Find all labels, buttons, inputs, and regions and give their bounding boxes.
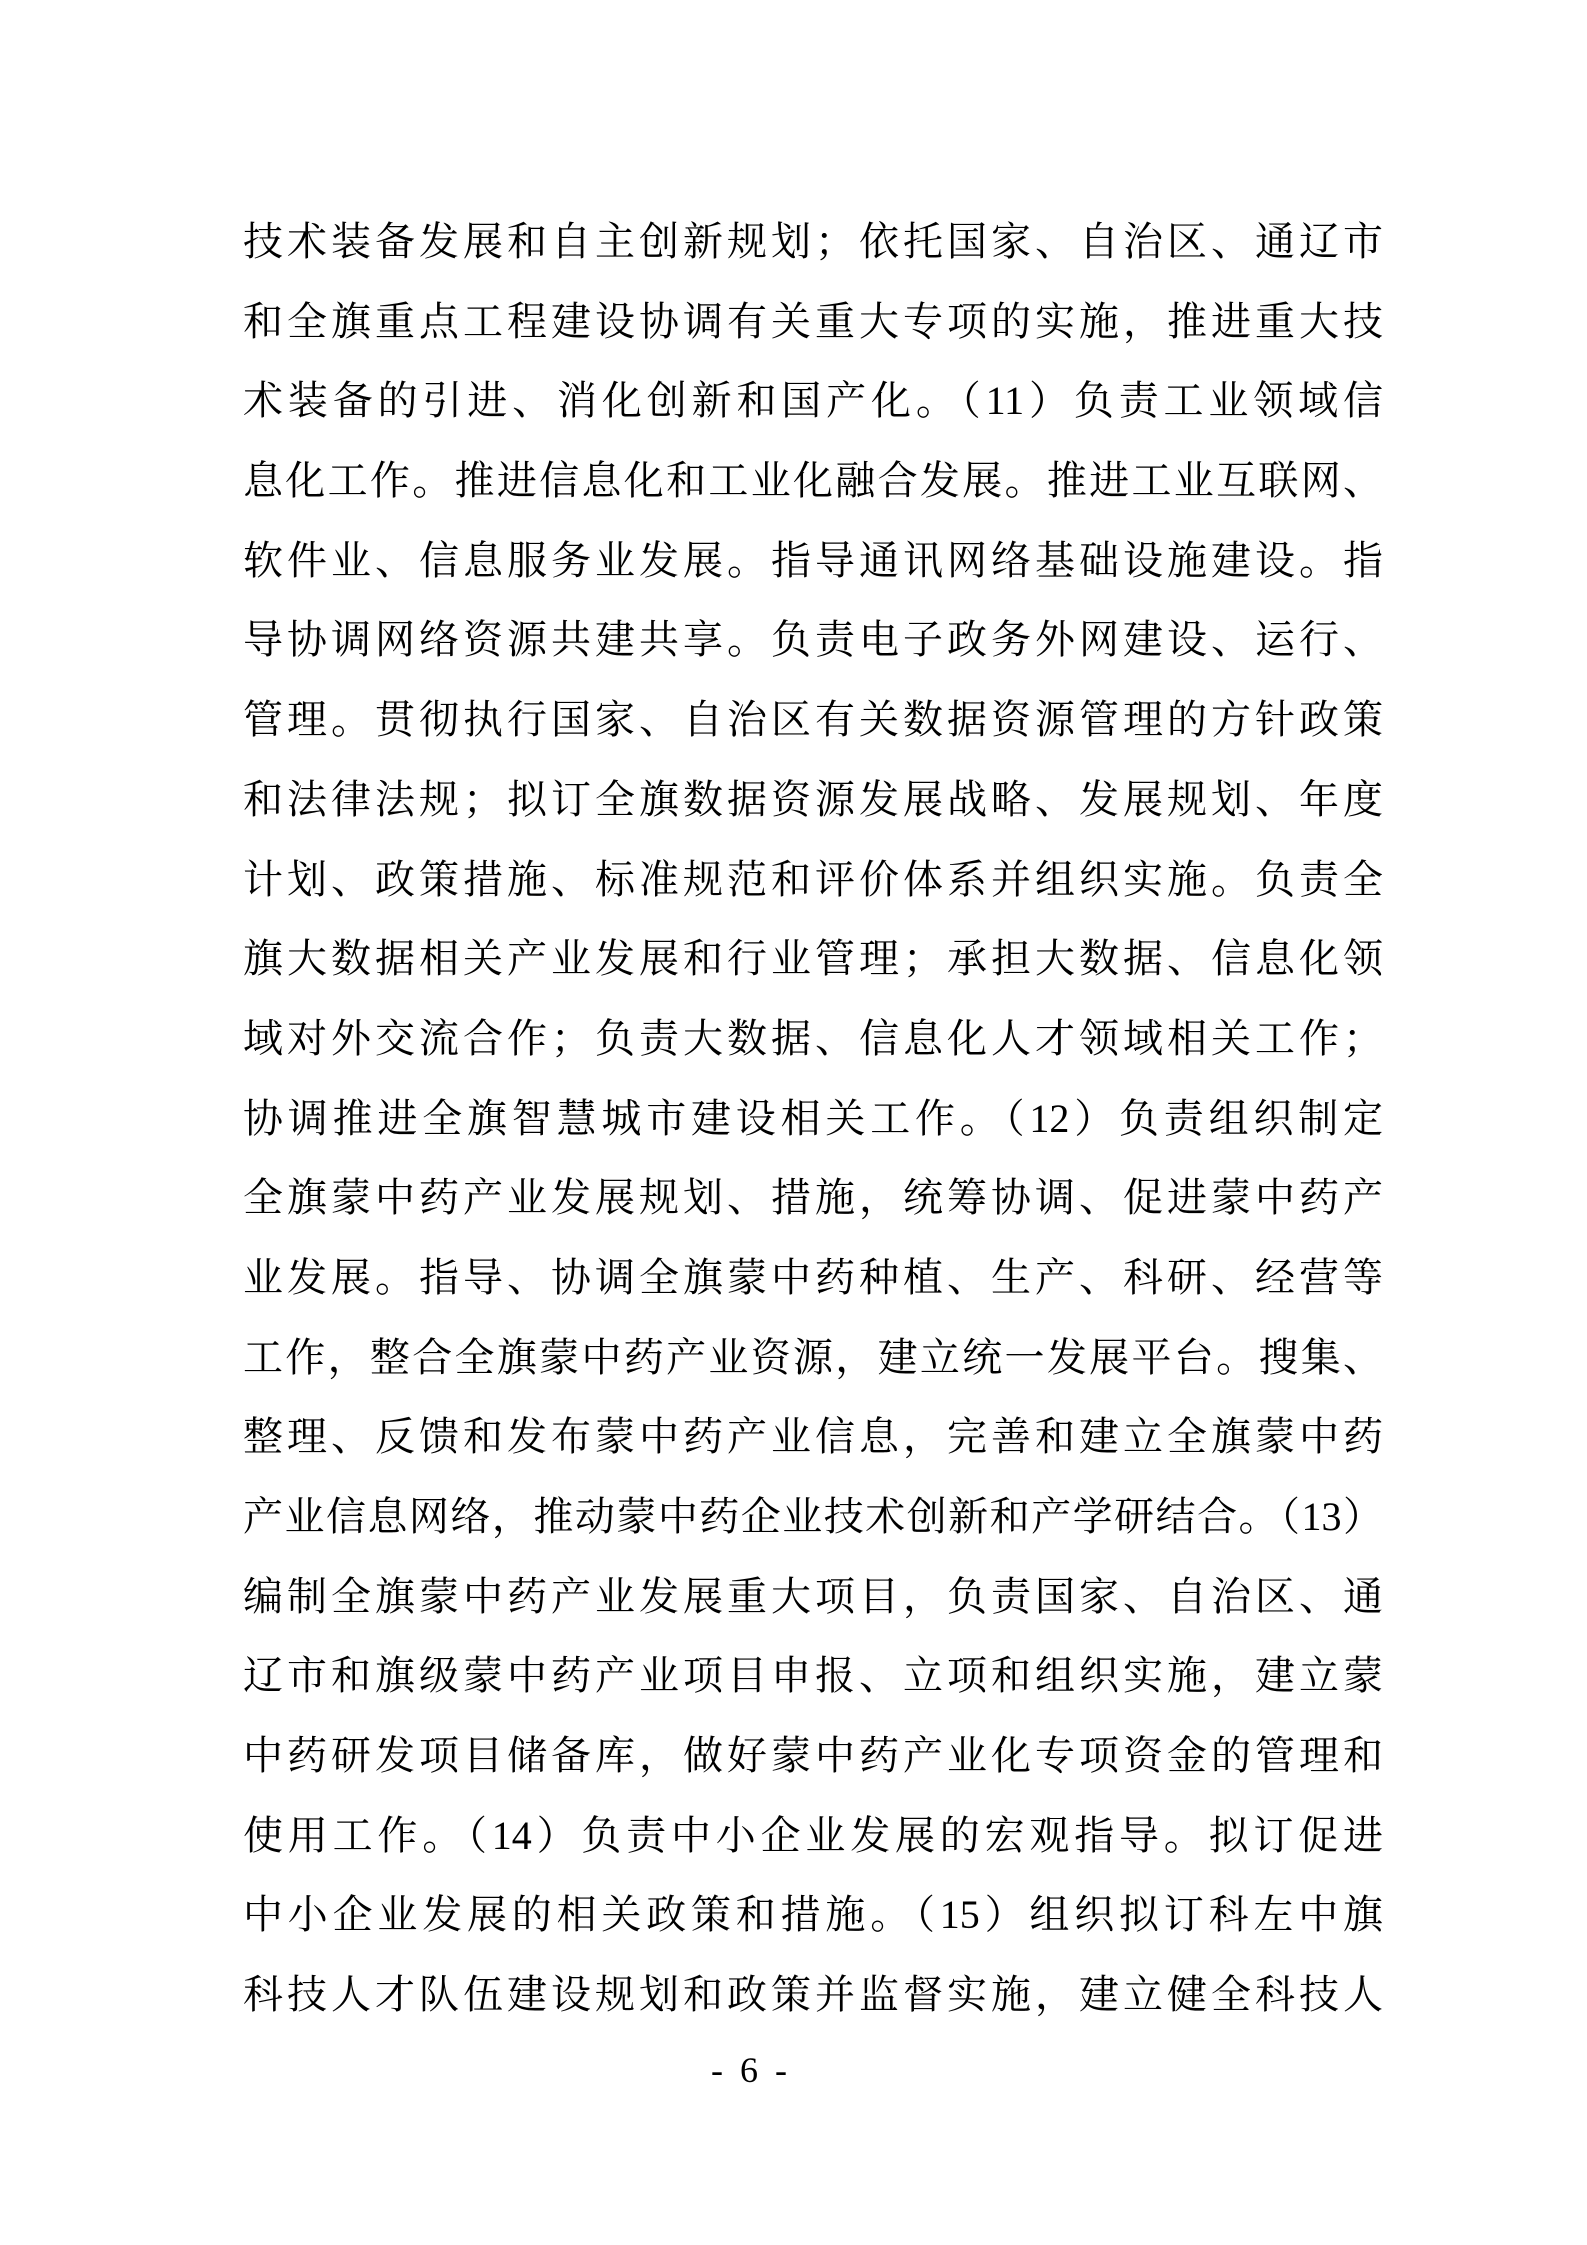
text-line: 中药研发项目储备库，做好蒙中药产业化专项资金的管理和 [243,1733,1383,1779]
text-line: 和全旗重点工程建设协调有关重大专项的实施，推进重大技 [243,298,1383,344]
text-line: 导协调网络资源共建共享。负责电子政务外网建设、运行、 [243,617,1383,663]
text-line: 技术装备发展和自主创新规划；依托国家、自治区、通辽市 [243,219,1383,264]
text-line: 业发展。指导、协调全旗蒙中药种植、生产、科研、经营等 [243,1254,1383,1300]
text-line: 协调推进全旗智慧城市建设相关工作。（12）负责组织制定 [243,1095,1383,1141]
page-number: - 6 - [711,2050,791,2090]
text-line: 域对外交流合作；负责大数据、信息化人才领域相关工作； [243,1015,1383,1061]
text-line: 管理。贯彻执行国家、自治区有关数据资源管理的方针政策 [243,697,1383,743]
text-line: 产业信息网络，推动蒙中药企业技术创新和产学研结合。（13） [243,1494,1383,1539]
text-line: 编制全旗蒙中药产业发展重大项目，负责国家、自治区、通 [243,1573,1383,1619]
text-line: 全旗蒙中药产业发展规划、措施，统筹协调、促进蒙中药产 [243,1175,1383,1221]
text-line: 工作，整合全旗蒙中药产业资源，建立统一发展平台。搜集、 [243,1334,1383,1380]
text-line: 旗大数据相关产业发展和行业管理；承担大数据、信息化领 [243,936,1383,982]
text-line: 和法律法规；拟订全旗数据资源发展战略、发展规划、年度 [243,776,1383,822]
text-line: 整理、反馈和发布蒙中药产业信息，完善和建立全旗蒙中药 [243,1414,1383,1460]
text-line: 使用工作。（14）负责中小企业发展的宏观指导。拟订促进 [243,1812,1383,1858]
text-line: 术装备的引进、消化创新和国产化。（11）负责工业领域信 [243,378,1383,424]
text-line: 中小企业发展的相关政策和措施。（15）组织拟订科左中旗 [243,1892,1383,1938]
text-line: 息化工作。推进信息化和工业化融合发展。推进工业互联网、 [243,458,1383,504]
text-line: 计划、政策措施、标准规范和评价体系并组织实施。负责全 [243,856,1383,902]
document-text-block [243,202,1383,2035]
text-line: 科技人才队伍建设规划和政策并监督实施，建立健全科技人 [243,1972,1383,2018]
text-line: 软件业、信息服务业发展。指导通讯网络基础设施建设。指 [243,537,1383,583]
text-line: 辽市和旗级蒙中药产业项目申报、立项和组织实施，建立蒙 [243,1653,1383,1699]
